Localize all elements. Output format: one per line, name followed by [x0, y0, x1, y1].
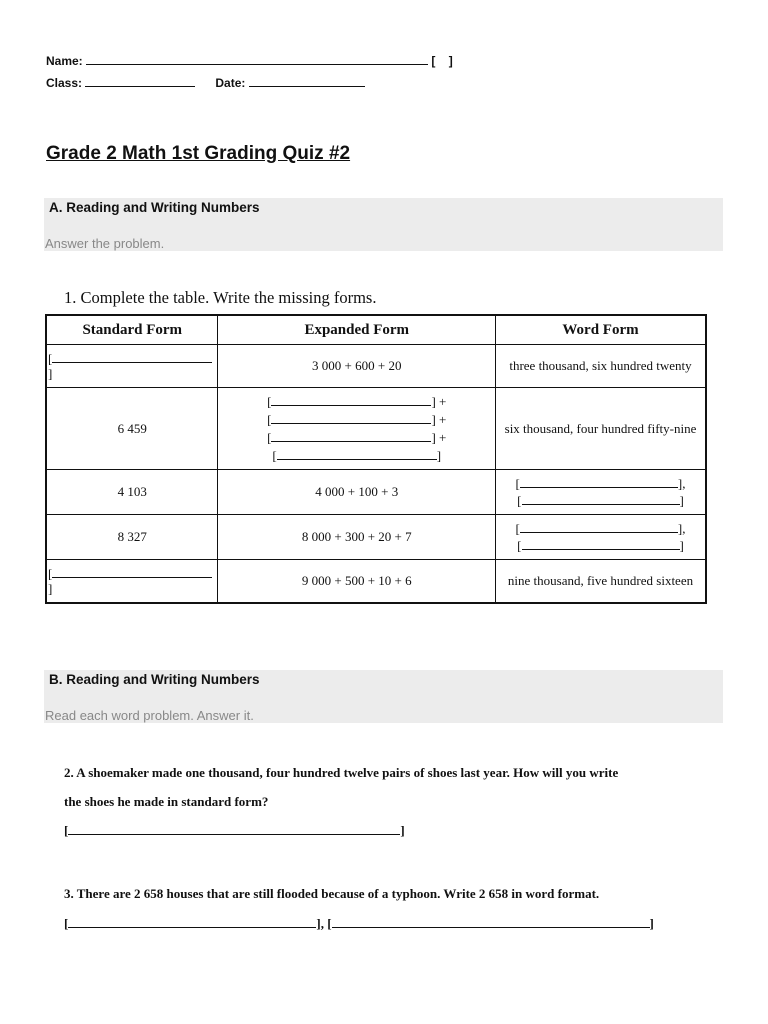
answer-blank[interactable]: [ ],	[515, 521, 686, 536]
table-row	[46, 470, 706, 515]
section-a-banner	[44, 198, 723, 251]
answer-blank[interactable]: [ ]	[267, 429, 436, 445]
answer-blank[interactable]: [ ]	[267, 393, 436, 409]
answer-blank-cell	[46, 345, 218, 388]
expanded-cell: 4 000 + 100 + 3	[218, 470, 496, 515]
answer-blank[interactable]: [ ]	[517, 493, 684, 508]
date-field[interactable]	[249, 75, 365, 87]
standard-cell: 8 327	[46, 515, 218, 560]
table-row	[46, 515, 706, 560]
table-row	[46, 345, 706, 388]
word-cell: three thousand, six hundred twenty	[496, 345, 706, 388]
standard-cell: 4 103	[46, 470, 218, 515]
expanded-cell: 9 000 + 500 + 10 + 6	[218, 560, 496, 603]
question-1-prompt: 1. Complete the table. Write the missing forms.	[64, 288, 377, 307]
expanded-blanks-cell: [ ] + [ ] + [ ] + [ ]	[218, 388, 496, 470]
score-box[interactable]: [ ]	[431, 54, 453, 68]
word-cell: nine thousand, five hundred sixteen	[496, 560, 706, 603]
class-field[interactable]	[85, 75, 195, 87]
name-line	[46, 53, 453, 68]
class-date-line	[46, 75, 365, 90]
answer-blank[interactable]: [ ]	[327, 916, 654, 931]
header-expanded-form: Expanded Form	[218, 315, 496, 345]
name-label: Name:	[46, 54, 83, 68]
answer-blank[interactable]: []	[48, 350, 213, 381]
standard-cell: 6 459	[46, 388, 218, 470]
section-b-banner	[44, 670, 723, 723]
table-header-row	[46, 315, 706, 345]
table-row	[46, 560, 706, 603]
class-label: Class:	[46, 76, 83, 90]
answer-blank[interactable]: [ ]	[64, 916, 321, 931]
section-b-instruction: Read each word problem. Answer it.	[45, 708, 254, 723]
header-standard-form: Standard Form	[46, 315, 218, 345]
word-blanks-cell	[496, 470, 706, 515]
number-forms-table	[45, 314, 707, 604]
question-3-answers: [ ], [ ]	[64, 916, 654, 931]
answer-blank[interactable]: [ ],	[515, 476, 686, 491]
expanded-cell: 8 000 + 300 + 20 + 7	[218, 515, 496, 560]
word-cell: six thousand, four hundred fifty-nine	[496, 388, 706, 470]
name-field[interactable]	[86, 53, 428, 65]
quiz-title: Grade 2 Math 1st Grading Quiz #2	[46, 143, 351, 164]
answer-blank[interactable]: [ ]	[517, 538, 684, 553]
question-2-answer[interactable]: [ ]	[64, 823, 405, 838]
question-2-line-2: the shoes he made in standard form?	[64, 794, 269, 809]
answer-blank-cell	[46, 560, 218, 603]
question-2-line-1: 2. A shoemaker made one thousand, four hundred twelve pairs of shoes last year. How will you write	[64, 765, 619, 780]
section-a-instruction: Answer the problem.	[45, 236, 165, 251]
section-b-heading: B. Reading and Writing Numbers	[49, 672, 260, 687]
answer-blank[interactable]: []	[48, 565, 213, 596]
answer-blank[interactable]: [ ]	[272, 447, 442, 463]
header-word-form: Word Form	[496, 315, 706, 345]
date-label: Date:	[215, 76, 246, 90]
expanded-cell: 3 000 + 600 + 20	[218, 345, 496, 388]
answer-blank[interactable]: [ ]	[267, 411, 436, 427]
word-blanks-cell	[496, 515, 706, 560]
table-row	[46, 388, 706, 470]
question-3-line-1: 3. There are 2 658 houses that are still flooded because of a typhoon. Write 2 658 in word format.	[64, 886, 600, 901]
section-a-heading: A. Reading and Writing Numbers	[49, 200, 260, 215]
